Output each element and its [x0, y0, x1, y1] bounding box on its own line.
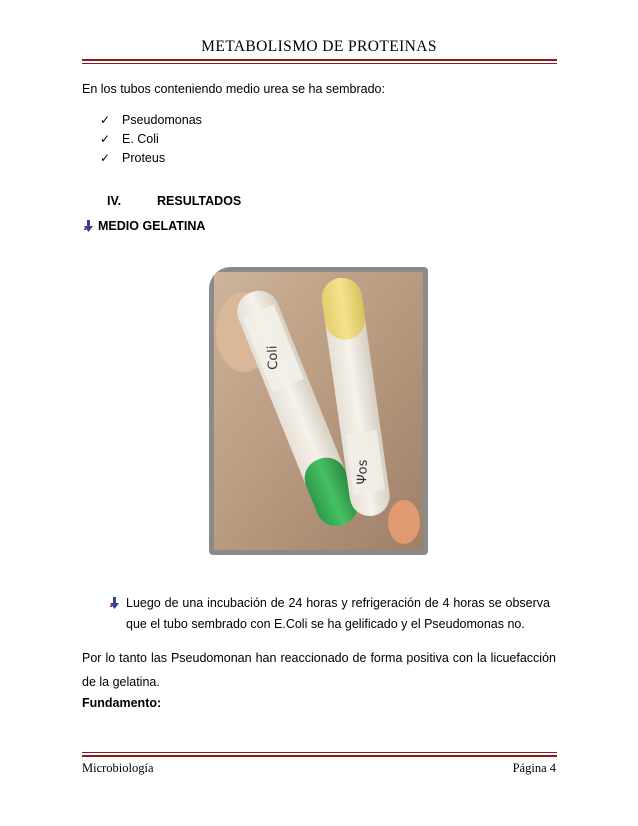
section-title: RESULTADOS: [157, 194, 242, 208]
left-tube-label: Coli: [265, 345, 282, 370]
arrow-bullet-icon: [110, 597, 119, 609]
intro-text: En los tubos conteniendo medio urea se ha sembrado:: [82, 82, 385, 96]
organism-checklist: [100, 110, 202, 167]
result-bullet-text: Luego de una incubación de 24 horas y refrigeración de 4 horas se observa que el tubo sembrado con E.Coli se ha gelificado y el Pseudomonas no.: [126, 596, 550, 631]
result-bullet: [110, 593, 550, 635]
subsection-title: MEDIO GELATINA: [98, 219, 206, 233]
fundamento-heading: Fundamento:: [82, 696, 162, 710]
header-rule-thin: [82, 63, 557, 64]
checkmark-icon: ✓: [100, 131, 111, 146]
gelatin-tubes-photo: [209, 267, 428, 555]
subsection-heading: [84, 219, 205, 233]
footer-subject: Microbiología: [82, 761, 154, 775]
right-tube-label: Ψos: [354, 459, 371, 485]
list-item: [100, 110, 202, 129]
footer-rule: [82, 755, 557, 757]
header-rule: [82, 59, 557, 61]
section-number: IV.: [107, 194, 122, 208]
page-header-title: METABOLISMO DE PROTEINAS: [201, 38, 437, 55]
checkmark-icon: ✓: [100, 150, 111, 165]
list-item-label: Pseudomonas: [122, 112, 202, 127]
photo-image: [214, 272, 423, 550]
footer-page-number: Página 4: [512, 761, 556, 775]
arrow-bullet-icon: [84, 220, 93, 232]
conclusion-paragraph: Por lo tanto las Pseudomonan han reaccionado de forma positiva con la licuefacción de la gelatina.: [82, 651, 556, 689]
list-item-label: Proteus: [122, 150, 166, 165]
section-heading: [107, 194, 241, 208]
list-item: [100, 148, 202, 167]
checkmark-icon: ✓: [100, 112, 111, 127]
footer-rule-thin: [82, 752, 557, 753]
list-item: [100, 129, 202, 148]
list-item-label: E. Coli: [122, 131, 159, 146]
